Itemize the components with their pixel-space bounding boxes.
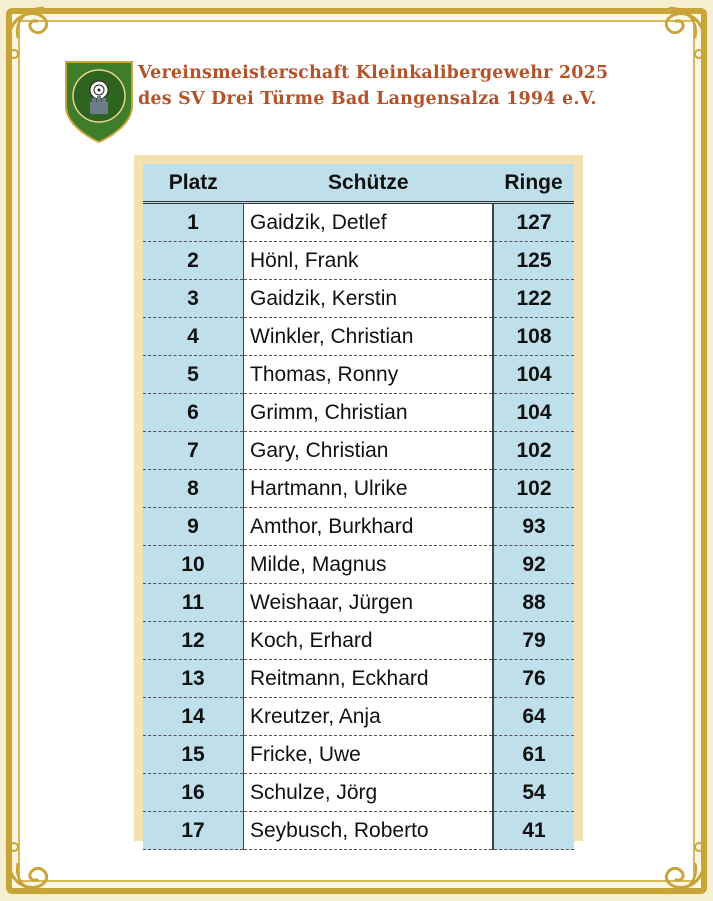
table-row [143, 698, 574, 736]
row-place: 16 [143, 774, 244, 812]
header-shooter: Schütze [244, 164, 494, 203]
corner-ornament-icon [4, 837, 64, 897]
row-rings: 79 [493, 622, 574, 660]
row-place: 2 [143, 242, 244, 280]
row-rings: 88 [493, 584, 574, 622]
row-shooter: Milde, Magnus [244, 546, 494, 584]
row-rings: 102 [493, 432, 574, 470]
row-rings: 92 [493, 546, 574, 584]
row-rings: 54 [493, 774, 574, 812]
row-rings: 104 [493, 356, 574, 394]
row-rings: 125 [493, 242, 574, 280]
row-shooter: Hönl, Frank [244, 242, 494, 280]
table-row [143, 242, 574, 280]
table-row [143, 812, 574, 850]
results-table-frame [134, 155, 583, 841]
row-place: 10 [143, 546, 244, 584]
row-rings: 127 [493, 203, 574, 242]
row-shooter: Grimm, Christian [244, 394, 494, 432]
row-rings: 122 [493, 280, 574, 318]
row-place: 5 [143, 356, 244, 394]
table-row [143, 508, 574, 546]
table-row [143, 584, 574, 622]
table-row [143, 432, 574, 470]
table-row [143, 736, 574, 774]
row-shooter: Reitmann, Eckhard [244, 660, 494, 698]
row-shooter: Hartmann, Ulrike [244, 470, 494, 508]
row-place: 6 [143, 394, 244, 432]
row-place: 7 [143, 432, 244, 470]
row-rings: 102 [493, 470, 574, 508]
row-shooter: Gary, Christian [244, 432, 494, 470]
page-title [138, 60, 608, 112]
header-rings: Ringe [493, 164, 574, 203]
table-row [143, 203, 574, 242]
row-shooter: Thomas, Ronny [244, 356, 494, 394]
table-row [143, 774, 574, 812]
row-place: 12 [143, 622, 244, 660]
row-shooter: Fricke, Uwe [244, 736, 494, 774]
row-shooter: Koch, Erhard [244, 622, 494, 660]
row-place: 15 [143, 736, 244, 774]
title-line-2: des SV Drei Türme Bad Langensalza 1994 e.V. [138, 89, 597, 109]
corner-ornament-icon [649, 4, 709, 64]
row-rings: 64 [493, 698, 574, 736]
table-row [143, 470, 574, 508]
row-rings: 108 [493, 318, 574, 356]
row-shooter: Schulze, Jörg [244, 774, 494, 812]
row-rings: 76 [493, 660, 574, 698]
row-place: 8 [143, 470, 244, 508]
row-place: 11 [143, 584, 244, 622]
row-shooter: Gaidzik, Kerstin [244, 280, 494, 318]
row-place: 1 [143, 203, 244, 242]
results-table [143, 164, 574, 850]
row-place: 3 [143, 280, 244, 318]
row-place: 9 [143, 508, 244, 546]
table-row [143, 546, 574, 584]
row-shooter: Gaidzik, Detlef [244, 203, 494, 242]
row-shooter: Winkler, Christian [244, 318, 494, 356]
row-shooter: Weishaar, Jürgen [244, 584, 494, 622]
row-rings: 61 [493, 736, 574, 774]
row-place: 17 [143, 812, 244, 850]
table-row [143, 318, 574, 356]
row-shooter: Kreutzer, Anja [244, 698, 494, 736]
corner-ornament-icon [4, 4, 64, 64]
title-line-1: Vereinsmeisterschaft Kleinkalibergewehr 2025 [138, 63, 609, 83]
row-place: 4 [143, 318, 244, 356]
row-shooter: Seybusch, Roberto [244, 812, 494, 850]
row-rings: 41 [493, 812, 574, 850]
header-place: Platz [143, 164, 244, 203]
row-place: 14 [143, 698, 244, 736]
row-rings: 93 [493, 508, 574, 546]
row-place: 13 [143, 660, 244, 698]
table-row [143, 660, 574, 698]
row-shooter: Amthor, Burkhard [244, 508, 494, 546]
club-emblem-icon [60, 56, 138, 144]
table-row [143, 622, 574, 660]
table-row [143, 394, 574, 432]
corner-ornament-icon [649, 837, 709, 897]
table-row [143, 356, 574, 394]
table-row [143, 280, 574, 318]
table-header-row [143, 164, 574, 203]
row-rings: 104 [493, 394, 574, 432]
